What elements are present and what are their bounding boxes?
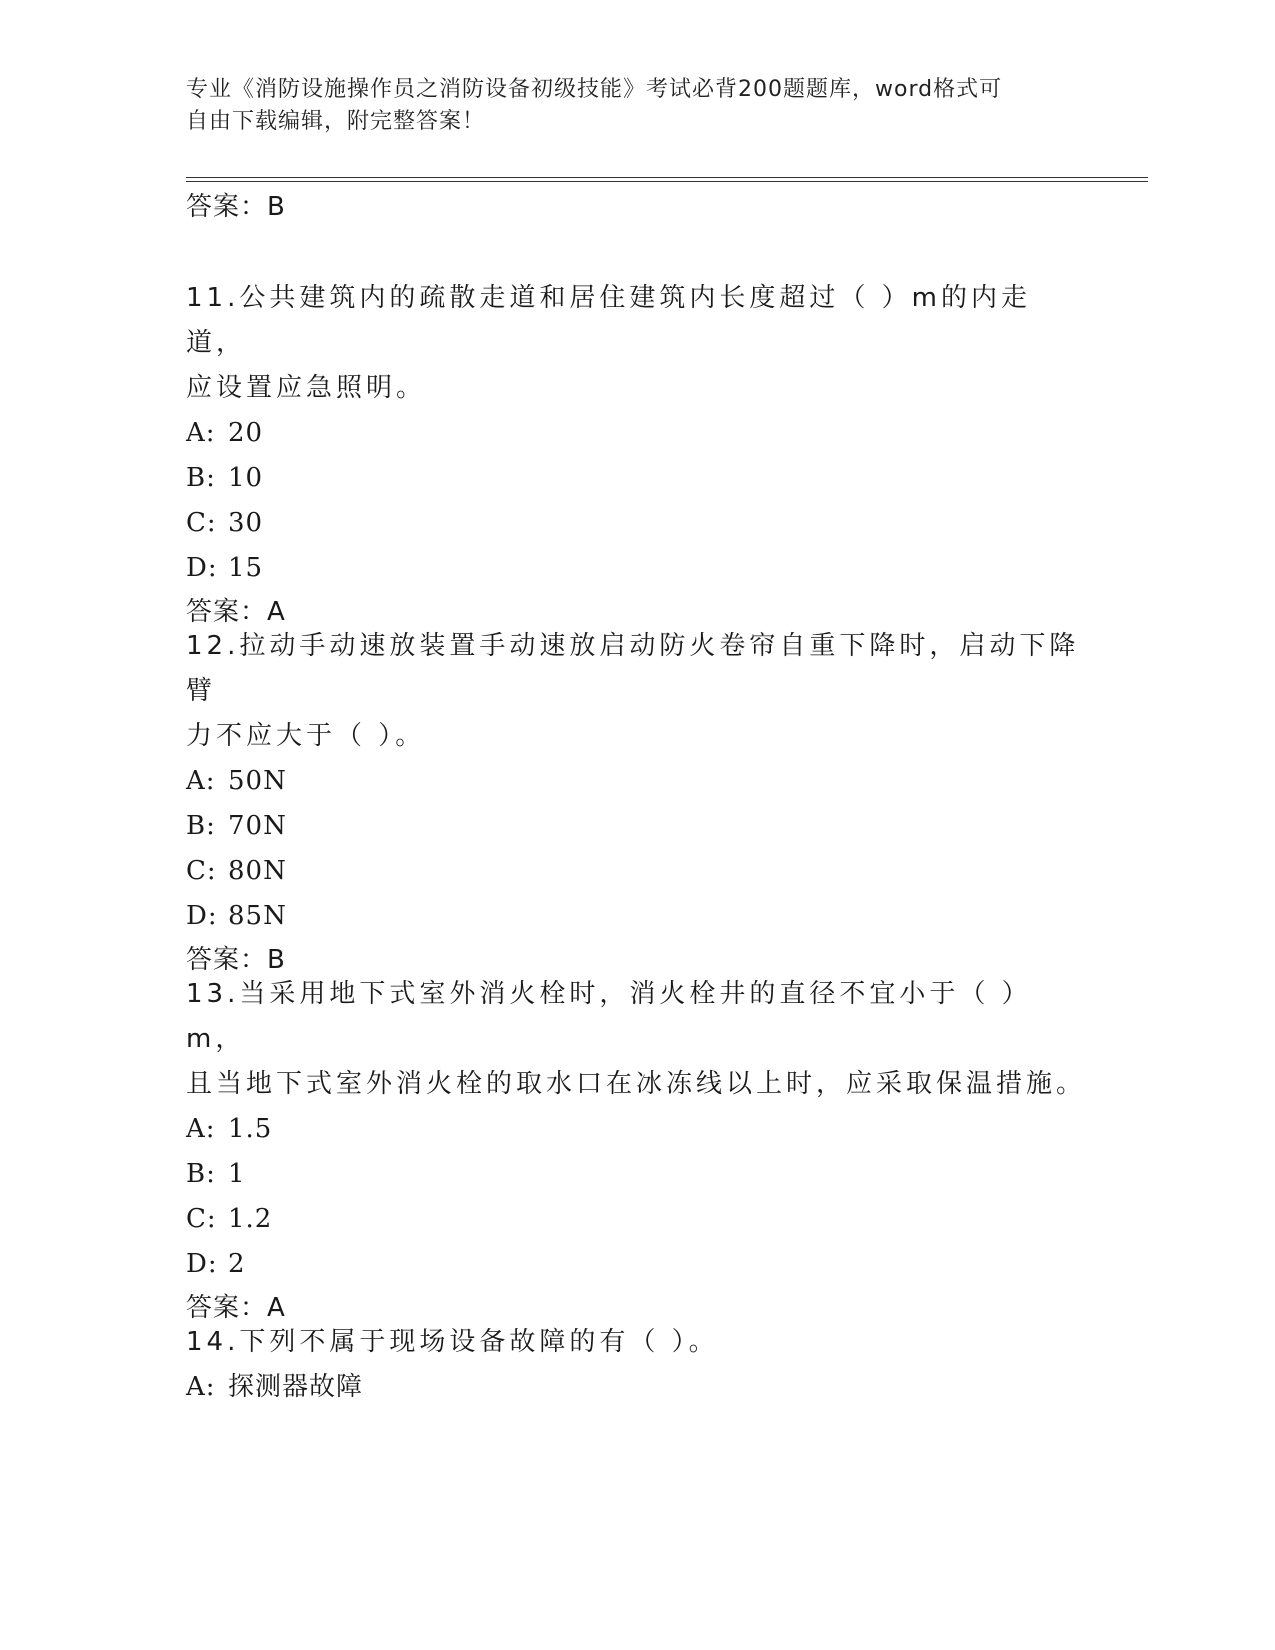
option-text: 15 <box>228 553 264 583</box>
option-text: 30 <box>228 508 264 538</box>
answer-label: 答案： <box>186 192 268 222</box>
question-text-line-2: 力不应大于（ ）。 <box>186 721 426 751</box>
option-b <box>186 804 1086 849</box>
answer-label: 答案： <box>186 1293 268 1323</box>
option-letter: B: <box>186 1159 216 1189</box>
answer-value: B <box>267 192 286 222</box>
option-c <box>186 849 1086 894</box>
answer-line <box>186 190 1086 236</box>
option-letter: C: <box>186 508 217 538</box>
header-line-1: 专业《消防设施操作员之消防设备初级技能》考试必背200题题库，word格式可 <box>186 77 1003 102</box>
option-letter: A: <box>186 766 216 796</box>
question-12 <box>186 624 1086 989</box>
option-text: 探测器故障 <box>228 1372 364 1402</box>
option-letter: C: <box>186 856 217 886</box>
option-text: 80N <box>228 856 287 886</box>
answer-value: B <box>267 945 286 975</box>
option-letter: A: <box>186 1372 216 1402</box>
option-text: 2 <box>228 1249 246 1279</box>
question-14 <box>186 1320 1086 1410</box>
option-b <box>186 1152 1086 1197</box>
option-letter: C: <box>186 1204 217 1234</box>
option-letter: A: <box>186 1114 216 1144</box>
answer-label: 答案： <box>186 945 268 975</box>
header-divider-top <box>186 177 1148 178</box>
answer-value: A <box>267 597 286 627</box>
option-a <box>186 759 1086 804</box>
option-text: 1.5 <box>228 1114 273 1144</box>
option-a <box>186 1107 1086 1152</box>
header-line-2: 自由下载编辑，附完整答案！ <box>186 109 486 134</box>
option-letter: D: <box>186 901 218 931</box>
option-a <box>186 1365 1086 1410</box>
option-letter: D: <box>186 553 218 583</box>
option-d <box>186 894 1086 939</box>
option-text: 1.2 <box>228 1204 273 1234</box>
question-text-line-2: 应设置应急照明。 <box>186 373 427 403</box>
header-divider-bottom <box>186 181 1148 182</box>
option-text: 10 <box>228 463 264 493</box>
option-b <box>186 456 1086 501</box>
option-text: 20 <box>228 418 264 448</box>
option-c <box>186 501 1086 546</box>
document-header <box>186 74 1086 138</box>
option-text: 50N <box>228 766 287 796</box>
option-letter: A: <box>186 418 216 448</box>
answer-value: A <box>267 1293 286 1323</box>
option-letter: B: <box>186 463 216 493</box>
option-d <box>186 1242 1086 1287</box>
question-text-line-1: 11.公共建筑内的疏散走道和居住建筑内长度超过（ ）m的内走道， <box>186 283 1031 358</box>
option-text: 70N <box>228 811 287 841</box>
question-11 <box>186 276 1086 641</box>
option-a <box>186 411 1086 456</box>
option-text: 85N <box>228 901 287 931</box>
answer-label: 答案： <box>186 597 268 627</box>
option-letter: D: <box>186 1249 218 1279</box>
question-13 <box>186 972 1086 1337</box>
question-text-line-1: 14.下列不属于现场设备故障的有（ ）。 <box>186 1327 719 1357</box>
question-text-line-1: 12.拉动手动速放装置手动速放启动防火卷帘自重下降时，启动下降臂 <box>186 631 1080 706</box>
option-text: 1 <box>228 1159 246 1189</box>
question-text-line-1: 13.当采用地下式室外消火栓时，消火栓井的直径不宜小于（ ）m， <box>186 979 1032 1054</box>
option-c <box>186 1197 1086 1242</box>
option-letter: B: <box>186 811 216 841</box>
option-d <box>186 546 1086 591</box>
question-text-line-2: 且当地下式室外消火栓的取水口在冰冻线以上时，应采取保温措施。 <box>186 1069 1087 1099</box>
